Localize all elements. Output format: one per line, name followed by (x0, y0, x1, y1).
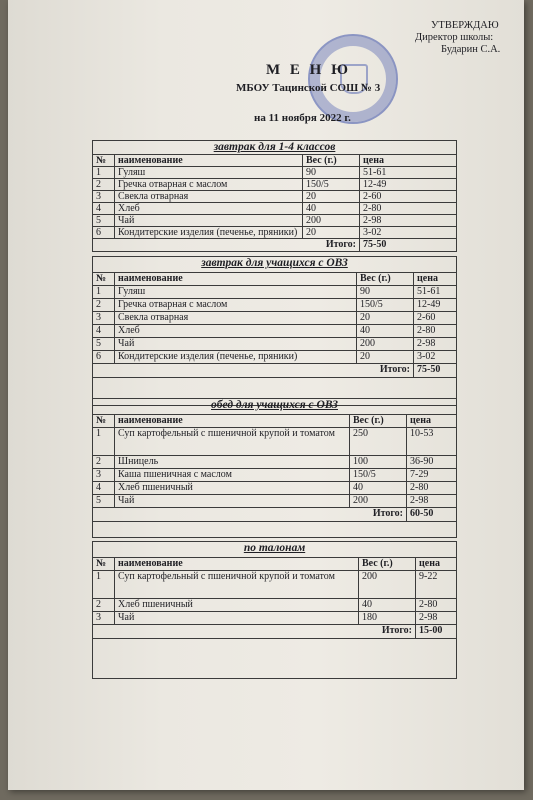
approval-heading: УТВЕРЖДАЮ (431, 20, 499, 31)
row-num: 6 (93, 227, 115, 239)
row-price: 51-61 (414, 286, 457, 299)
col-header-price: цена (416, 558, 457, 571)
row-weight: 250 (350, 428, 407, 456)
row-num: 4 (93, 325, 115, 338)
spacer (93, 522, 457, 538)
row-weight: 150/5 (303, 179, 360, 191)
row-weight: 200 (303, 215, 360, 227)
total-label: Итого: (93, 508, 407, 522)
row-num: 3 (93, 191, 115, 203)
col-header-price: цена (414, 273, 457, 286)
row-num: 1 (93, 571, 115, 599)
table-row (93, 312, 457, 325)
row-num: 3 (93, 469, 115, 482)
spacer (93, 639, 457, 679)
row-weight: 20 (303, 191, 360, 203)
row-num: 2 (93, 299, 115, 312)
section-title: завтрак для учащихся с ОВЗ (93, 257, 457, 273)
row-name: Гуляш (115, 167, 303, 179)
row-weight: 40 (359, 599, 416, 612)
total-value: 75-50 (360, 239, 457, 252)
row-weight: 180 (359, 612, 416, 625)
row-price: 12-49 (414, 299, 457, 312)
row-name: Свекла отварная (115, 312, 357, 325)
col-header-num: № (93, 155, 115, 167)
row-name: Гречка отварная с маслом (115, 299, 357, 312)
col-header-num: № (93, 415, 115, 428)
row-name: Чай (115, 338, 357, 351)
col-header-name: наименование (115, 155, 303, 167)
table-row (93, 179, 457, 191)
row-name: Хлеб (115, 203, 303, 215)
row-num: 2 (93, 456, 115, 469)
row-num: 1 (93, 167, 115, 179)
menu-date: на 11 ноября 2022 г. (254, 112, 351, 124)
row-price: 51-61 (360, 167, 457, 179)
row-name: Хлеб пшеничный (115, 482, 350, 495)
row-weight: 200 (357, 338, 414, 351)
row-name: Чай (115, 215, 303, 227)
row-name: Гречка отварная с маслом (115, 179, 303, 191)
table-row (93, 495, 457, 508)
table-row (93, 338, 457, 351)
row-num: 4 (93, 203, 115, 215)
total-label: Итого: (93, 364, 414, 378)
table-row (93, 167, 457, 179)
row-price: 7-29 (407, 469, 457, 482)
col-header-weight: Вес (г.) (350, 415, 407, 428)
menu-table-1 (92, 140, 457, 252)
row-weight: 200 (359, 571, 416, 599)
row-price: 2-60 (414, 312, 457, 325)
row-name: Кондитерские изделия (печенье, пряники) (115, 227, 303, 239)
row-num: 6 (93, 351, 115, 364)
table-row (93, 325, 457, 338)
col-header-price: цена (360, 155, 457, 167)
row-weight: 100 (350, 456, 407, 469)
row-num: 5 (93, 215, 115, 227)
row-num: 2 (93, 179, 115, 191)
table-row (93, 203, 457, 215)
row-num: 3 (93, 312, 115, 325)
row-weight: 150/5 (357, 299, 414, 312)
approval-block (403, 20, 513, 56)
total-label: Итого: (93, 239, 360, 252)
col-header-name: наименование (115, 415, 350, 428)
total-value: 75-50 (414, 364, 457, 378)
table-row (93, 599, 457, 612)
row-weight: 200 (350, 495, 407, 508)
row-name: Хлеб пшеничный (115, 599, 359, 612)
row-name: Чай (115, 495, 350, 508)
row-num: 2 (93, 599, 115, 612)
row-price: 2-98 (414, 338, 457, 351)
row-price: 2-98 (407, 495, 457, 508)
table-row (93, 469, 457, 482)
row-name: Гуляш (115, 286, 357, 299)
page-title: М Е Н Ю (266, 62, 351, 78)
menu-table-2 (92, 256, 457, 406)
row-weight: 20 (303, 227, 360, 239)
row-price: 2-80 (414, 325, 457, 338)
row-weight: 20 (357, 312, 414, 325)
row-price: 3-02 (360, 227, 457, 239)
row-name: Каша пшеничная с маслом (115, 469, 350, 482)
row-num: 1 (93, 428, 115, 456)
row-name: Свекла отварная (115, 191, 303, 203)
row-name: Чай (115, 612, 359, 625)
col-header-name: наименование (115, 273, 357, 286)
col-header-weight: Вес (г.) (359, 558, 416, 571)
table-row (93, 351, 457, 364)
total-value: 60-50 (407, 508, 457, 522)
school-name: МБОУ Тацинской СОШ № 3 (236, 82, 381, 94)
menu-table-4 (92, 541, 457, 679)
row-price: 9-22 (416, 571, 457, 599)
table-row (93, 299, 457, 312)
table-row (93, 286, 457, 299)
row-price: 3-02 (414, 351, 457, 364)
row-num: 3 (93, 612, 115, 625)
section-title: по талонам (93, 542, 457, 558)
row-price: 2-80 (407, 482, 457, 495)
row-name: Суп картофельный с пшеничной крупой и томатом (115, 428, 350, 456)
table-row (93, 456, 457, 469)
row-weight: 40 (350, 482, 407, 495)
row-price: 36-90 (407, 456, 457, 469)
total-value: 15-00 (416, 625, 457, 639)
col-header-price: цена (407, 415, 457, 428)
row-price: 2-60 (360, 191, 457, 203)
row-num: 5 (93, 338, 115, 351)
table-row (93, 571, 457, 599)
row-weight: 40 (303, 203, 360, 215)
row-price: 2-80 (416, 599, 457, 612)
col-header-weight: Вес (г.) (357, 273, 414, 286)
section-title: завтрак для 1-4 классов (93, 141, 457, 155)
col-header-num: № (93, 273, 115, 286)
table-row (93, 215, 457, 227)
row-num: 5 (93, 495, 115, 508)
table-row (93, 191, 457, 203)
table-row (93, 612, 457, 625)
row-name: Суп картофельный с пшеничной крупой и томатом (115, 571, 359, 599)
row-price: 2-98 (416, 612, 457, 625)
row-weight: 90 (303, 167, 360, 179)
approval-position: Директор школы: (415, 32, 494, 43)
row-price: 2-98 (360, 215, 457, 227)
row-price: 10-53 (407, 428, 457, 456)
row-weight: 150/5 (350, 469, 407, 482)
school-stamp (308, 34, 398, 124)
row-name: Шницель (115, 456, 350, 469)
row-price: 2-80 (360, 203, 457, 215)
row-name: Кондитерские изделия (печенье, пряники) (115, 351, 357, 364)
table-row (93, 227, 457, 239)
row-weight: 90 (357, 286, 414, 299)
row-name: Хлеб (115, 325, 357, 338)
row-num: 1 (93, 286, 115, 299)
row-price: 12-49 (360, 179, 457, 191)
table-row (93, 428, 457, 456)
col-header-name: наименование (115, 558, 359, 571)
col-header-weight: Вес (г.) (303, 155, 360, 167)
col-header-num: № (93, 558, 115, 571)
menu-table-3 (92, 398, 457, 538)
approval-name: Бударин С.А. (441, 44, 501, 55)
section-title: обед для учащихся с ОВЗ (93, 399, 457, 415)
row-weight: 40 (357, 325, 414, 338)
total-label: Итого: (93, 625, 416, 639)
row-num: 4 (93, 482, 115, 495)
table-row (93, 482, 457, 495)
row-weight: 20 (357, 351, 414, 364)
